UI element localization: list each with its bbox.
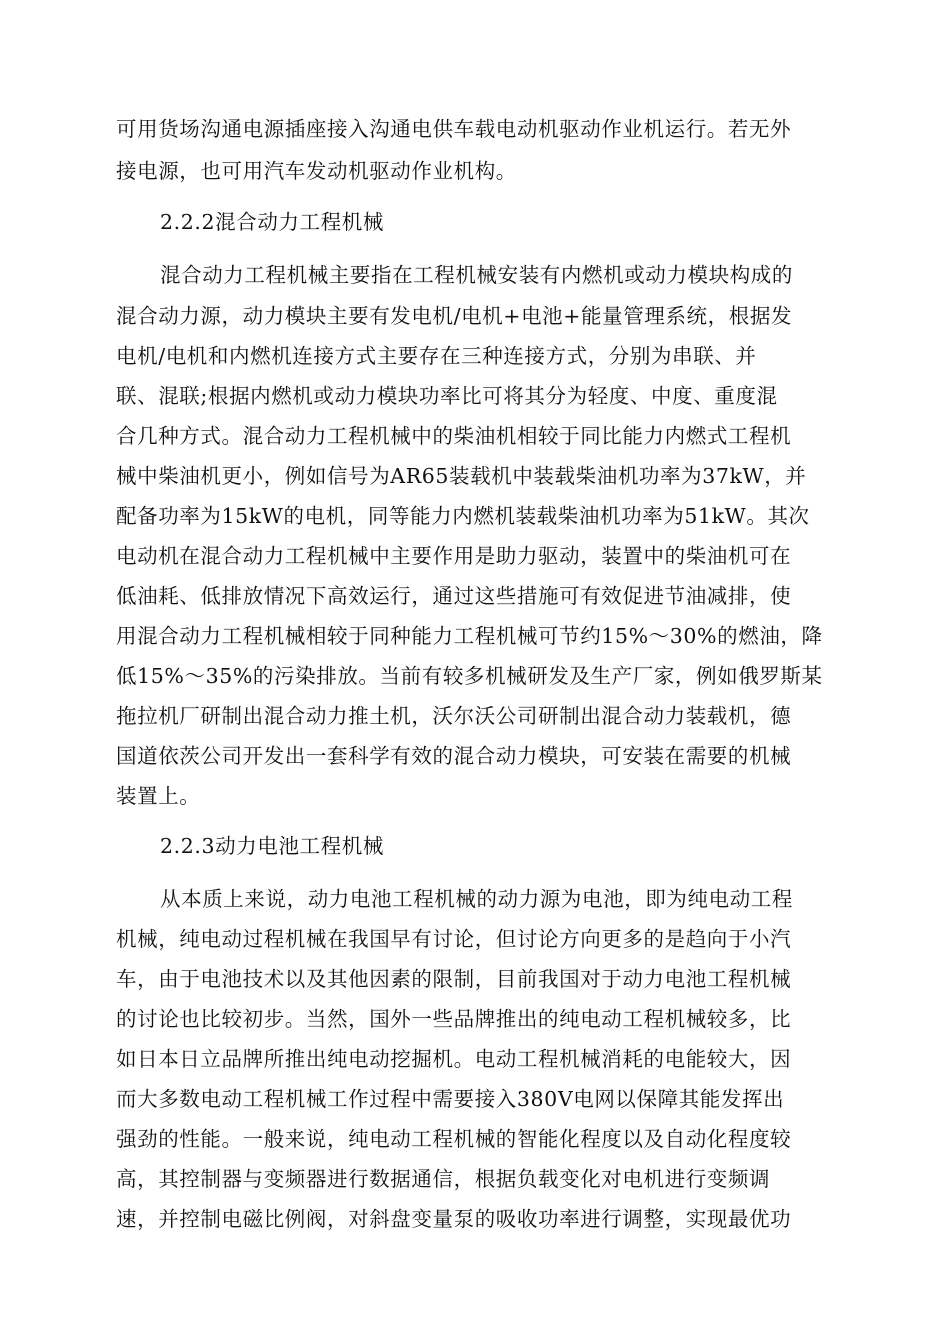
text-line: 合几种方式。混合动力工程机械中的柴油机相较于同比能力内燃式工程机	[116, 424, 792, 448]
section-heading-2-2-3: 2.2.3动力电池工程机械	[160, 834, 384, 858]
text-line: 而大多数电动工程机械工作过程中需要接入380V电网以保障其能发挥出	[116, 1087, 785, 1111]
text-line: 混合动力源，动力模块主要有发电机/电机+电池+能量管理系统，根据发	[116, 304, 793, 328]
text-line: 机械，纯电动过程机械在我国早有讨论，但讨论方向更多的是趋向于小汽	[116, 927, 792, 951]
text-line: 混合动力工程机械主要指在工程机械安装有内燃机或动力模块构成的	[160, 263, 793, 287]
text-line: 电动机在混合动力工程机械中主要作用是助力驱动，装置中的柴油机可在	[116, 544, 792, 568]
text-line: 装置上。	[116, 784, 201, 808]
text-line: 如日本日立品牌所推出纯电动挖掘机。电动工程机械消耗的电能较大，因	[116, 1047, 792, 1071]
text-line: 的讨论也比较初步。当然，国外一些品牌推出的纯电动工程机械较多，比	[116, 1007, 792, 1031]
text-line: 械中柴油机更小，例如信号为AR65装载机中装载柴油机功率为37kW，并	[116, 464, 807, 488]
text-line: 用混合动力工程机械相较于同种能力工程机械可节约15%～30%的燃油，降	[116, 624, 823, 648]
text-line: 联、混联;根据内燃机或动力模块功率比可将其分为轻度、中度、重度混	[116, 384, 778, 408]
text-line: 配备功率为15kW的电机，同等能力内燃机装载柴油机功率为51kW。其次	[116, 504, 810, 528]
text-line: 低油耗、低排放情况下高效运行，通过这些措施可有效促进节油减排，使	[116, 584, 792, 608]
text-line: 国道依茨公司开发出一套科学有效的混合动力模块，可安装在需要的机械	[116, 744, 792, 768]
section-heading-2-2-2: 2.2.2混合动力工程机械	[160, 210, 384, 234]
text-line: 高，其控制器与变频器进行数据通信，根据负载变化对电机进行变频调	[116, 1167, 771, 1191]
text-line: 速，并控制电磁比例阀，对斜盘变量泵的吸收功率进行调整，实现最优功	[116, 1207, 792, 1231]
text-line: 拖拉机厂研制出混合动力推土机，沃尔沃公司研制出混合动力装载机，德	[116, 704, 792, 728]
text-line: 接电源，也可用汽车发动机驱动作业机构。	[116, 159, 517, 183]
text-line: 电机/电机和内燃机连接方式主要存在三种连接方式，分别为串联、并	[116, 344, 757, 368]
text-line: 低15%～35%的污染排放。当前有较多机械研发及生产厂家，例如俄罗斯某	[116, 664, 823, 688]
text-line: 可用货场沟通电源插座接入沟通电供车载电动机驱动作业机运行。若无外	[116, 117, 792, 141]
text-line: 车，由于电池技术以及其他因素的限制，目前我国对于动力电池工程机械	[116, 967, 792, 991]
text-line: 强劲的性能。一般来说，纯电动工程机械的智能化程度以及自动化程度较	[116, 1127, 792, 1151]
text-line: 从本质上来说，动力电池工程机械的动力源为电池，即为纯电动工程	[160, 887, 793, 911]
